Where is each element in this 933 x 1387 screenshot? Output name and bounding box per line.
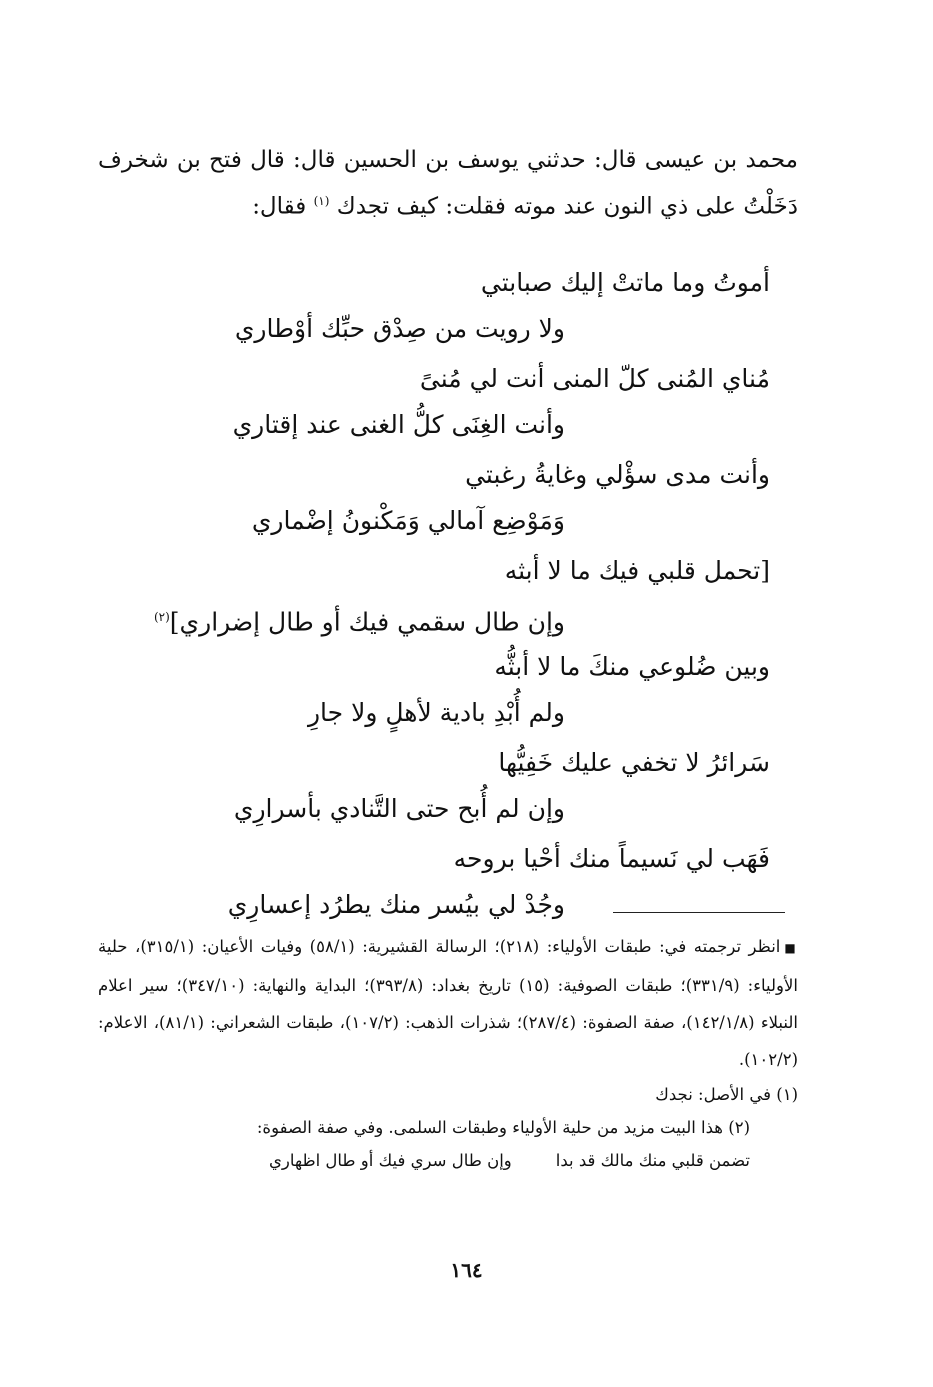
- variant-second: وإن طال سري فيك أو طال اظهاري: [268, 1151, 512, 1170]
- verse-6: [120, 746, 770, 842]
- hemistich-second: وَمَوْضِع آمالي وَمَكْنونُ إضْماري: [251, 506, 565, 535]
- biography-text: انظر ترجمته في: طبقات الأولياء: (٢١٨)؛ الرسالة القشيرية: (٥٨/١) وفيات الأعيان: (٣١٥/١)، حلية الأولياء: (٣٣١/٩)؛ طبقات الصوفية: (١٥) تاريخ بغداد: (٣٩٣/٨)؛ البداية والنهاية: (٣٤٧/١٠)؛ سير اعلام النبلاء (١٤٢/١/٨)، صفة الصفوة: (٢٨٧/٤)؛ شذرات الذهب: (١٠٧/٢)، طبقات الشعراني: (٨١/١)، الاعلام: (١٠٢/٢).: [98, 937, 799, 1069]
- hemistich-first: أموتُ وما ماتتْ إليك صبابتي: [480, 268, 770, 297]
- hemistich-first: [تحمل قلبي فيك ما لا أبثه: [504, 556, 770, 585]
- verse-5: [120, 650, 770, 746]
- hemistich-second: وأنت الغِنَى كلُّ الغنى عند إقتاري: [232, 410, 565, 439]
- footnote-divider: [613, 912, 785, 913]
- verse-1: [120, 266, 770, 362]
- hemistich-first: مُناي المُنى كلّ المنى أنت لي مُنىً: [419, 364, 770, 393]
- intro-paragraph: [98, 140, 798, 228]
- hemistich-first: وبين ضُلوعي منكَ ما لا أبثُّه: [494, 652, 770, 681]
- bullet-icon: ■: [784, 941, 798, 955]
- footnote-biography: [98, 928, 798, 1078]
- page-number: ١٦٤: [450, 1258, 483, 1282]
- hemistich-second: ولا رويت من صِدْق حبِّك أوْطاري: [234, 314, 565, 343]
- verse-3: [120, 458, 770, 554]
- poem: [120, 266, 770, 938]
- hemistich-first: فَهَب لي نَسيماً منك أحْيا بروحه: [453, 844, 770, 873]
- verse-4: [120, 554, 770, 650]
- hemistich-first: سَرائرُ لا تخفي عليك خَفِيُّها: [498, 748, 770, 777]
- hemistich-second-wrapper: [154, 600, 565, 639]
- hemistich-second: ولم أُبْدِ بادية لأهلٍ ولا جارِ: [307, 698, 565, 727]
- footnote-marker-1: (١): [313, 194, 330, 208]
- variant-first: تضمن قلبي منك مالك قد بدا: [555, 1151, 750, 1170]
- footnote-marker-2: (٢): [153, 610, 170, 624]
- intro-after: فقال:: [252, 193, 307, 220]
- hemistich-first: وأنت مدى سؤْلي وغايةُ رغبتي: [465, 460, 770, 489]
- footnote-1: (١) في الأصل: نجدك: [655, 1085, 798, 1104]
- intro-text: محمد بن عيسى قال: حدثني يوسف بن الحسين قال: قال فتح بن شخرف دَخَلْتُ على ذي النون عند موته فقلت: كيف تجدك: [98, 147, 798, 220]
- verse-2: [120, 362, 770, 458]
- verse-7: [120, 842, 770, 938]
- hemistich-second: وإن طال سقمي فيك أو طال إضراري]: [169, 607, 565, 637]
- hemistich-second: وإن لم أُبح حتى التَّنادي بأسرارِي: [233, 794, 565, 823]
- footnote-2: (٢) هذا البيت مزيد من حلية الأولياء وطبقات السلمى. وفي صفة الصفوة:: [256, 1118, 750, 1137]
- footnote-2-variant-verse: [98, 1144, 798, 1178]
- footnotes: [98, 928, 798, 1178]
- hemistich-second: وجُدْ لي بيُسر منك يطرُد إعسارِي: [227, 890, 565, 919]
